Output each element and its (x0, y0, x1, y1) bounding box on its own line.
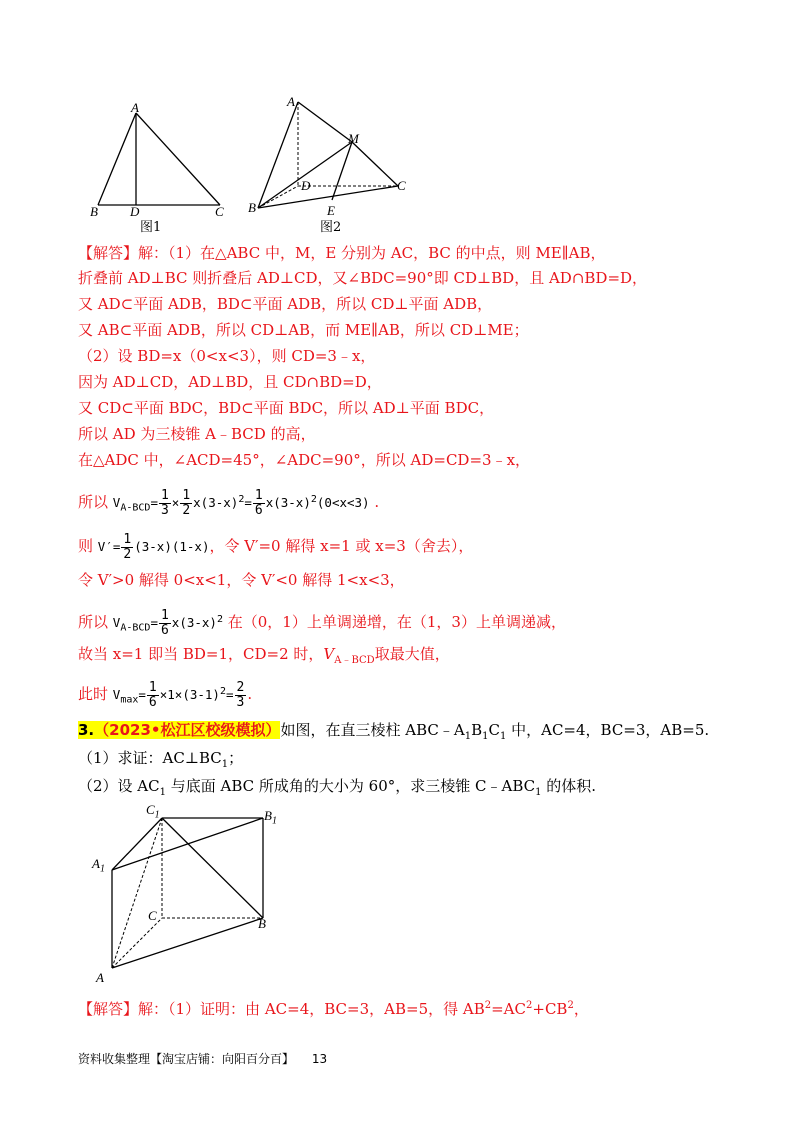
page-number: 13 (311, 1052, 328, 1066)
fig3-label-b1: $B_1$ (264, 808, 277, 827)
solution-line-1: 【解答】解：（1）在△ABC 中，M，E 分别为 AC，BC 的中点，则 ME∥AB， (78, 244, 606, 262)
fig2-label-d: D (301, 178, 311, 193)
formula-monotonic: 所以 $V_{A-BCD}=$ $\frac{1}{6}$ $x(3-x)^2$ 在（0，1）上单调递增，在（1，3）上单调递减， (78, 608, 566, 639)
fig2-label-c: C (397, 178, 406, 193)
fig2-label-m: M (348, 131, 359, 146)
fig2-label-e: E (327, 203, 335, 218)
solution-line-14: 故当 x=1 即当 BD=1，CD=2 时，$V_{A﹣BCD}$取最大值， (78, 645, 450, 666)
answer-tag-3: 【解答】 (78, 1000, 139, 1018)
fig3-label-a1: $A_1$ (92, 856, 105, 875)
fig1-caption: 图1 (140, 220, 162, 235)
fig1-label-a: A (131, 100, 139, 115)
fig1-label-d: D (130, 204, 140, 219)
problem-source: （2023•松江区校级模拟） (94, 721, 281, 739)
fig3-label-a: A (96, 970, 104, 985)
problem-number: 3. (78, 721, 95, 739)
problem-3-q1: （1）求证：$AC\perp BC_1$； (78, 749, 244, 770)
answer-tag: 【解答】 (78, 244, 139, 262)
solution-line-12: 令 V′>0 解得 0<x<1，令 V′<0 解得 1<x<3， (78, 571, 405, 589)
solution-line-5: （2）设 BD=x（0<x<3），则 CD=3﹣x， (78, 347, 376, 365)
fig3-label-c1: $C_1$ (146, 802, 160, 821)
solution-line-2: 折叠前 AD⊥BC 则折叠后 AD⊥CD，又∠BDC=90°即 CD⊥BD，且 AD∩BD=D， (78, 269, 648, 287)
problem-3-stem: 3.（2023•松江区校级模拟）如图，在直三棱柱 $ABC﹣A_1B_1C_1$ 中，AC=4，BC=3，AB=5. (78, 721, 710, 742)
solution-line-6: 因为 AD⊥CD，AD⊥BD，且 CD∩BD=D， (78, 373, 382, 391)
fig1-label-b: B (90, 204, 98, 219)
formula-derivative: 则 V′= $\frac{1}{2}$ (3-x)(1-x)，令 V′=0 解得 x=1 或 x=3（舍去）， (78, 532, 474, 562)
figure-3-prism (80, 800, 300, 990)
fig2-label-b: B (248, 200, 256, 215)
page-footer (78, 1050, 327, 1067)
solution-line-4: 又 AB⊂平面 ADB，所以 CD⊥AB，而 ME∥AB，所以 CD⊥ME； (78, 321, 529, 339)
fig3-label-c: C (148, 908, 157, 923)
formula-max: 此时 $V_{max}=$ $\frac{1}{6}$ $\times 1\times(3-1)^2=$ $\frac{2}{3}$ . (78, 680, 253, 711)
footer-text: 资料收集整理【淘宝店铺：向阳百分百】 (78, 1052, 295, 1066)
problem-3-q2: （2）设 $AC_1$ 与底面 ABC 所成角的大小为 60°，求三棱锥 $C﹣ABC_1$ 的体积. (78, 777, 597, 798)
solution-line-3: 又 AD⊂平面 ADB，BD⊂平面 ADB，所以 CD⊥平面 ADB， (78, 295, 493, 313)
fig2-caption: 图2 (320, 220, 342, 235)
fig2-label-a: A (287, 94, 295, 109)
solution-line-8: 所以 AD 为三棱锥 A﹣BCD 的高， (78, 425, 316, 443)
solution-line-7: 又 CD⊂平面 BDC，BD⊂平面 BDC，所以 AD⊥平面 BDC， (78, 399, 495, 417)
formula-volume: 所以 $V_{A-BCD}=$ $\frac{1}{3}$ × $\frac{1}{2}$ $x(3-x)^2=$ $\frac{1}{6}$ $x(3-x)^2(0<x<3)$ . (78, 488, 380, 519)
solution-3-line-1: 【解答】解：（1）证明：由 AC=4，BC=3，AB=5，得 $AB^2=AC^2+CB^2$， (78, 1000, 589, 1018)
solution-line-9: 在△ADC 中，∠ACD=45°，∠ADC=90°，所以 AD=CD=3﹣x， (78, 451, 531, 469)
fig1-label-c: C (215, 204, 224, 219)
fig3-label-b: B (258, 916, 266, 931)
